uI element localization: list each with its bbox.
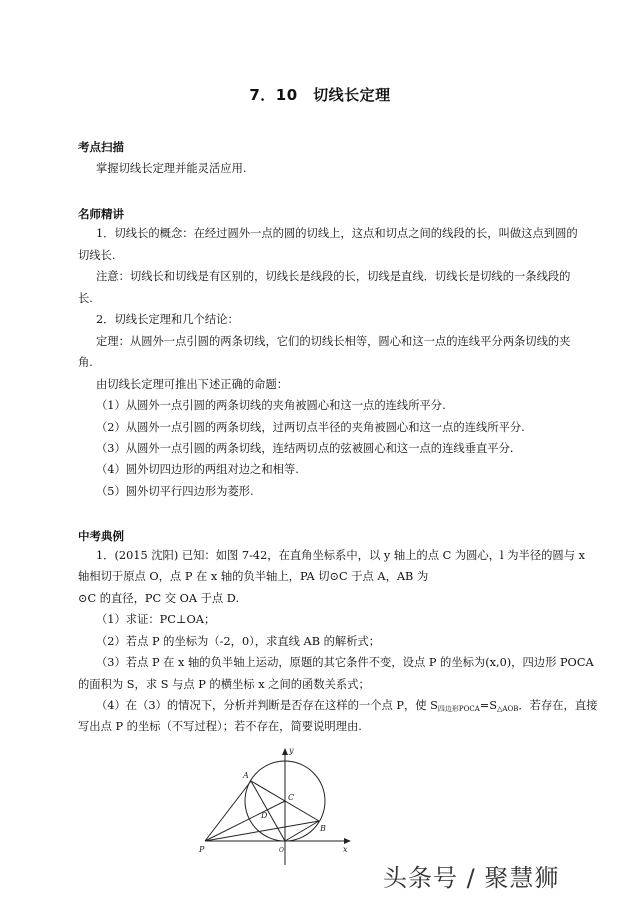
list-item: （2）从圆外一点引圆的两条切线，过两切点半径的夹角被圆心和这一点的连线所平分. bbox=[96, 421, 525, 434]
list-item: （4）圆外切四边形的两组对边之和相等. bbox=[96, 463, 299, 476]
example-q1-line1: 1．(2015 沈阳) 已知：如图 7-42，在直角坐标系中，以 y 轴上的点 C 为圆心，l 为半径的圆与 x bbox=[96, 549, 585, 562]
example-q1-line2: 轴相切于原点 O，点 P 在 x 轴的负半轴上，PA 切⊙C 于点 A，AB 为 bbox=[78, 570, 429, 583]
lecture-intro: 由切线长定理可推出下述正确的命题： bbox=[96, 378, 289, 391]
lecture-note-line1: 注意：切线长和切线是有区别的，切线长是线段的长，切线是直线．切线长是切线的一条线段的 bbox=[96, 270, 571, 283]
label-y: y bbox=[289, 746, 294, 755]
sub4-text-mid: =S bbox=[479, 699, 498, 712]
label-d: D bbox=[261, 811, 268, 820]
tangent-pa bbox=[205, 781, 251, 841]
example-sub3-line2: 的面积为 S，求 S 与点 P 的横坐标 x 之间的函数关系式； bbox=[78, 678, 370, 691]
section-heading-examples: 中考典例 bbox=[78, 529, 124, 543]
figure-lines bbox=[205, 752, 347, 865]
sub4-text-pre: （4）在（3）的情况下，分析并判断是否存在这样的一个点 P，使 S bbox=[96, 699, 438, 712]
example-sub3-line1: （3）若点 P 在 x 轴的负半轴上运动，原题的其它条件不变，设点 P 的坐标为(x,0)，四边形 POCA bbox=[96, 656, 594, 669]
scan-text: 掌握切线长定理并能灵活应用. bbox=[96, 162, 247, 175]
label-c: C bbox=[288, 793, 295, 802]
sub4-subscript-triangle: △AOB bbox=[497, 705, 519, 713]
watermark: 头条号 / 聚慧狮 bbox=[383, 864, 560, 892]
y-axis-arrow-icon bbox=[282, 748, 288, 755]
sub4-subscript-quad: 四边形POCA bbox=[437, 705, 480, 713]
label-o: O bbox=[279, 847, 284, 854]
label-x: x bbox=[343, 845, 348, 854]
lecture-theorem-line1: 定理：从圆外一点引圆的两条切线，它们的切线长相等，圆心和这一点的连线平分两条切线的夹 bbox=[96, 335, 571, 348]
lecture-note-line2: 长. bbox=[78, 292, 93, 305]
lecture-p1-line2: 切线长. bbox=[78, 249, 116, 262]
example-sub4-line2: 写出点 P 的坐标（不写过程）；若不存在，简要说明理由. bbox=[78, 720, 362, 733]
section-heading-lecture: 名师精讲 bbox=[78, 207, 124, 221]
example-sub1: （1）求证：PC⊥OA； bbox=[96, 613, 216, 626]
example-q1-line3: ⊙C 的直径，PC 交 OA 于点 D. bbox=[78, 592, 240, 605]
label-a: A bbox=[243, 771, 249, 780]
label-b: B bbox=[320, 824, 326, 833]
lecture-p1-line1: 1．切线长的概念：在经过圆外一点的圆的切线上，这点和切点之间的线段的长，叫做这点到圆的 bbox=[96, 227, 578, 240]
example-sub2: （2）若点 P 的坐标为（-2，0），求直线 AB 的解析式； bbox=[96, 635, 381, 648]
sub4-text-post: ．若存在，直接 bbox=[518, 699, 598, 712]
example-sub4-line1 bbox=[96, 699, 616, 716]
lecture-theorem-line2: 角. bbox=[78, 356, 93, 369]
lecture-p2: 2．切线长定理和几个结论： bbox=[96, 313, 239, 326]
section-heading-scan: 考点扫描 bbox=[78, 140, 124, 154]
geometry-figure bbox=[195, 740, 355, 865]
label-p: P bbox=[199, 845, 205, 854]
page-title: 7．10 切线长定理 bbox=[249, 86, 391, 104]
list-item: （3）从圆外一点引圆的两条切线，连结两切点的弦被圆心和这一点的连线垂直平分. bbox=[96, 442, 514, 455]
x-axis-arrow-icon bbox=[344, 838, 351, 844]
list-item: （1）从圆外一点引圆的两条切线的夹角被圆心和这一点的连线所平分. bbox=[96, 399, 446, 412]
list-item: （5）圆外切平行四边形为菱形. bbox=[96, 485, 254, 498]
